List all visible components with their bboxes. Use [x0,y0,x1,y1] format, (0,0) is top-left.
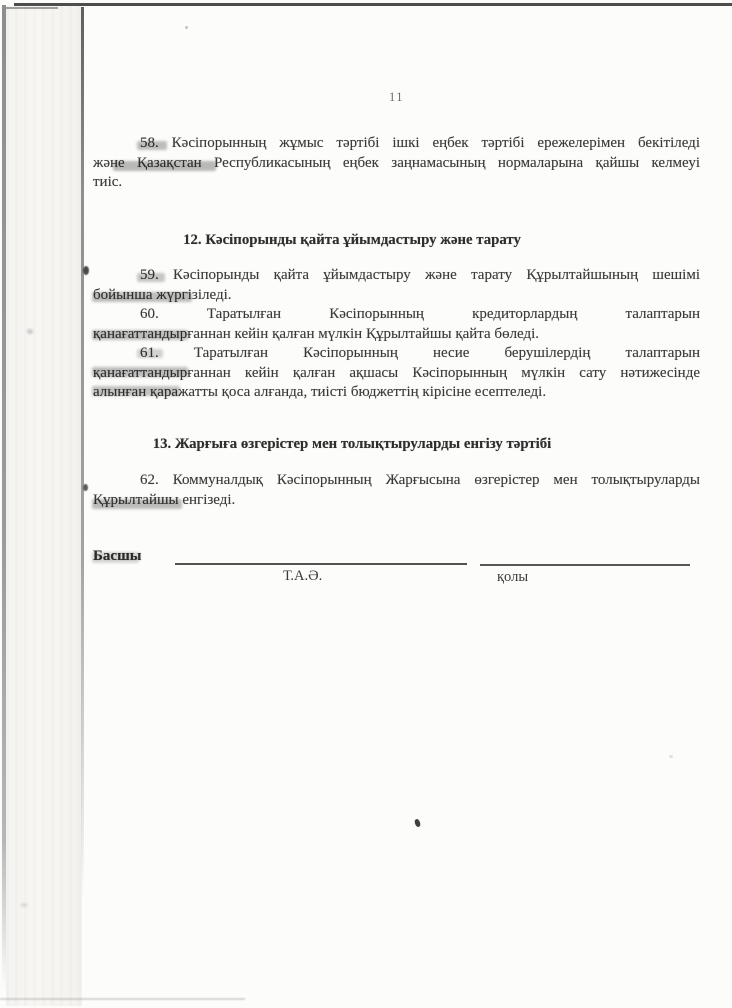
paragraph-line: алынған қаражатты қоса алғанда, тиісті бюджеттің кірісіне есептеледі. [93,384,547,400]
paragraph-58 [93,134,700,193]
paragraph-line: 60. Таратылған Кәсіпорынның кредиторлардың талаптарын [140,306,700,322]
paragraph-line: Құрылтайшы енгізеді. [93,491,236,508]
paragraph-59 [93,266,700,305]
paragraph-line: және Қазақстан Республикасының еңбек заңнамасының нормаларына қайшы келмеуі [93,154,700,171]
scan-margin-strip [6,6,82,1006]
signature-block [93,548,700,593]
scan-left-edge-line [2,5,6,990]
page-number: 11 [388,90,405,104]
section-heading-12: 12. Кәсіпорынды қайта ұйымдастыру және тарату [183,232,521,248]
paragraph-line: 62. Коммуналдық Кәсіпорынның Жарғысына өзгерістер мен толықтыруларды [140,472,700,488]
paragraph-line: 59. Кәсіпорынды қайта ұйымдастыру және тарату Құрылтайшының шешімі [140,267,700,283]
paragraph-60 [93,305,700,344]
paragraph-line: бойынша жүргізіледі. [93,286,232,303]
paragraph-line: 61. Таратылған Кәсіпорынның несие берушілердің талаптарын [140,345,700,361]
signature-name-line [175,548,467,565]
signature-sign-caption: қолы [497,569,529,585]
signature-role-label: Басшы [93,548,142,564]
paragraph-line: қанағаттандырғаннан кейін қалған ақшасы Кәсіпорынның мүлкін сату нәтижесінде [93,364,700,381]
page-content [93,0,700,1008]
paragraph-61 [93,344,700,403]
scan-top-edge-line-secondary [6,7,58,9]
page-left-edge-line [81,7,84,927]
signature-sign-line [480,549,690,566]
section-heading-13: 13. Жарғыға өзгерістер мен толықтыруларды енгізу тәртібі [152,436,552,452]
paragraph-62 [93,471,700,510]
paragraph-line: 58. Кәсіпорынның жұмыс тәртібі ішкі еңбек тәртібі ережелерімен бекітіледі [140,135,700,151]
paragraph-line: қанағаттандырғаннан кейін қалған мүлкін Құрылтайшы қайта бөледі. [93,325,540,342]
paragraph-line: тиіс. [93,174,123,190]
signature-name-caption: Т.А.Ә. [283,568,323,584]
